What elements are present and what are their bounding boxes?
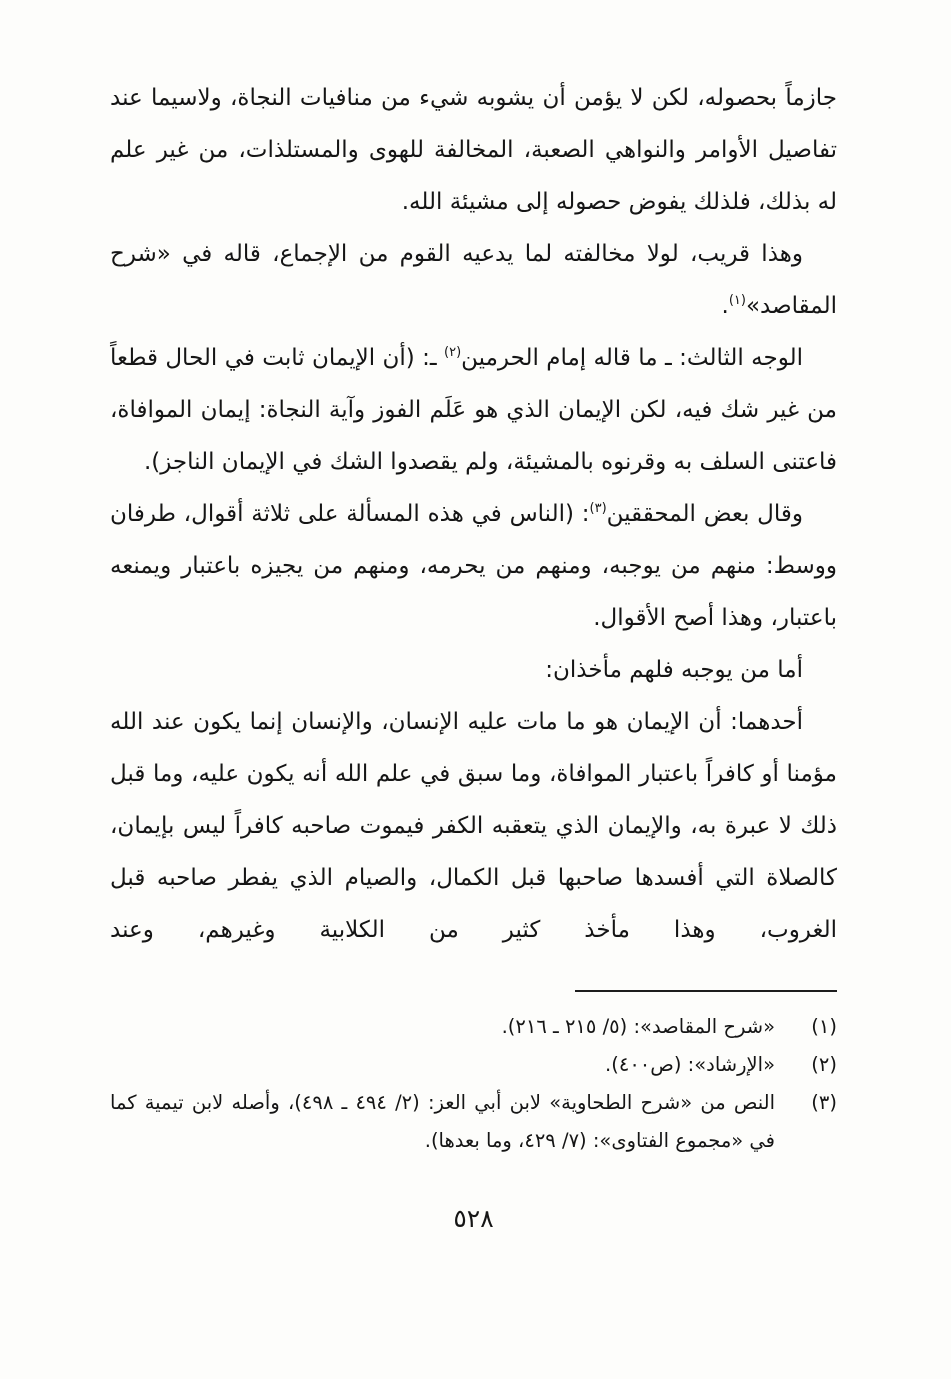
footnote-item xyxy=(110,1084,837,1160)
footnote-item xyxy=(110,1008,837,1046)
footnote-reference: (٢) xyxy=(444,345,462,360)
page-body xyxy=(110,72,837,956)
paragraph: الوجه الثالث: ـ ما قاله إمام الحرمين$^{(٢)}$ ـ: (أن الإيمان ثابت في الحال قطعاً من غير شك فيه، لكن الإيمان الذي هو عَلَم الفوز وآية النجاة: إيمان الموافاة، فاعتنى السلف به وقرنوه بالمشيئة، ولم يقصدوا الشك في الإيمان الناجز). xyxy=(110,345,837,475)
footnote-reference: (٣) xyxy=(589,501,607,516)
footnotes-list xyxy=(110,1008,837,1160)
footnote-marker: (١) xyxy=(811,1015,837,1038)
paragraph: جازماً بحصوله، لكن لا يؤمن أن يشوبه شيء من منافيات النجاة، ولاسيما عند تفاصيل الأوامر والنواهي الصعبة، المخالفة للهوى والمستلذات، من غير علم له بذلك، فلذلك يفوض حصوله إلى مشيئة الله. xyxy=(110,85,837,215)
paragraph: وهذا قريب، لولا مخالفته لما يدعيه القوم من الإجماع، قاله في «شرح المقاصد»$^{(١)}$. xyxy=(110,241,837,319)
paragraph: أحدهما: أن الإيمان هو ما مات عليه الإنسان، والإنسان إنما يكون عند الله مؤمنا أو كافراً باعتبار الموافاة، وما سبق في علم الله أنه يكون عليه، وما قبل ذلك لا عبرة به، والإيمان الذي يتعقبه الكفر فيموت صاحبه كافراً ليس بإيمان، كالصلاة التي أفسدها صاحبها قبل الكمال، والصيام الذي يفطر صاحبه قبل الغروب، وهذا مأخذ كثير من الكلابية وغيرهم، وعند xyxy=(110,709,837,943)
paragraph: وقال بعض المحققين$^{(٣)}$: (الناس في هذه المسألة على ثلاثة أقوال، طرفان ووسط: منهم من يوجبه، ومنهم من يحرمه، ومنهم من يجيزه باعتبار ويمنعه باعتبار، وهذا أصح الأقوال. xyxy=(110,501,837,631)
footnote-reference: (١) xyxy=(728,293,746,308)
footnote-marker: (٣) xyxy=(811,1091,837,1114)
footnote-separator xyxy=(575,990,837,992)
page-number: ٥٢٨ xyxy=(453,1204,494,1233)
paragraph: أما من يوجبه فلهم مأخذان: xyxy=(545,657,803,683)
footnote-marker: (٢) xyxy=(811,1053,837,1076)
footnote-text: النص من «شرح الطحاوية» لابن أبي العز: (٢/ ٤٩٤ ـ ٤٩٨)، وأصله لابن تيمية كما في «مجموع الفتاوى»: (٧/ ٤٢٩، وما بعدها). xyxy=(110,1091,775,1152)
footnote-item xyxy=(110,1046,837,1084)
footnote-text: «الإرشاد»: (ص٤٠٠). xyxy=(605,1053,775,1076)
footnote-text: «شرح المقاصد»: (٥/ ٢١٥ ـ ٢١٦). xyxy=(501,1015,775,1038)
